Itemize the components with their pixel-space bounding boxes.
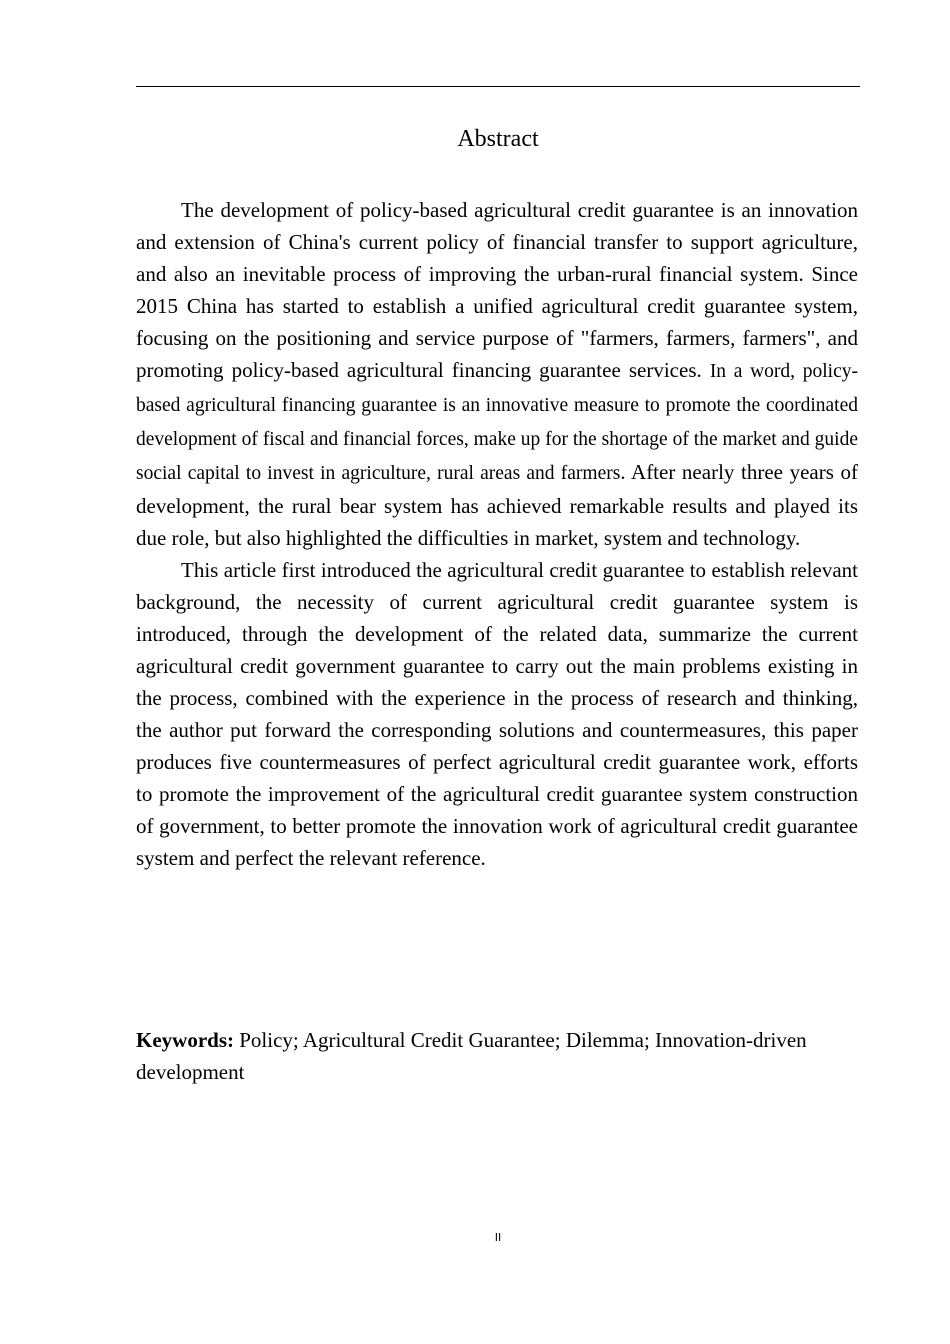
paragraph-1-text-b: In a word, policy-based agricultural financing guarantee is an innovative measure to promote the coordinated development of fiscal and financial forces, make up for the shortage of the market and guide social capital to invest in agriculture, rural areas and farmers [136,361,858,484]
page-number: II [494,1231,502,1244]
abstract-paragraph-2: This article first introduced the agricultural credit guarantee to establish relevant background, the necessity of current agricultural credit guarantee system is introduced, through the development of the related data, summarize the current agricultural credit government guarantee to carry out the main problems existing in the process, combined with the experience in the process of research and thinking, the author put forward the corresponding solutions and countermeasures, this paper produces five countermeasures of perfect agricultural credit guarantee work, efforts to promote the improvement of the agricultural credit guarantee system construction of government, to better promote the innovation work of agricultural credit guarantee system and perfect the relevant reference. [136,558,858,870]
header-rule [136,86,860,87]
keywords-label: Keywords: [136,1028,234,1052]
keywords-text: Policy; Agricultural Credit Guarantee; Dilemma; Innovation-driven development [136,1028,807,1084]
page-title: Abstract [457,126,539,152]
abstract-paragraph-1 [136,194,858,554]
keywords-line [136,1024,860,1088]
paragraph-1-text-a: The development of policy-based agricultural credit guarantee is an innovation and extension of China's current policy of financial transfer to support agriculture, and also an inevitable process of improving the urban-rural financial system. Since 2015 China has started to establish a unified agricultural credit guarantee system, focusing on the positioning and service purpose of "farmers, farmers, farmers", and promoting policy-based agricultural financing guarantee services. [136,198,858,382]
paragraph-1-text-c: . After nearly three years of development, the rural bear system has achieved remarkable results and played its due role, but also highlighted the difficulties in market, system and technology. [136,460,858,550]
abstract-body [136,194,858,874]
